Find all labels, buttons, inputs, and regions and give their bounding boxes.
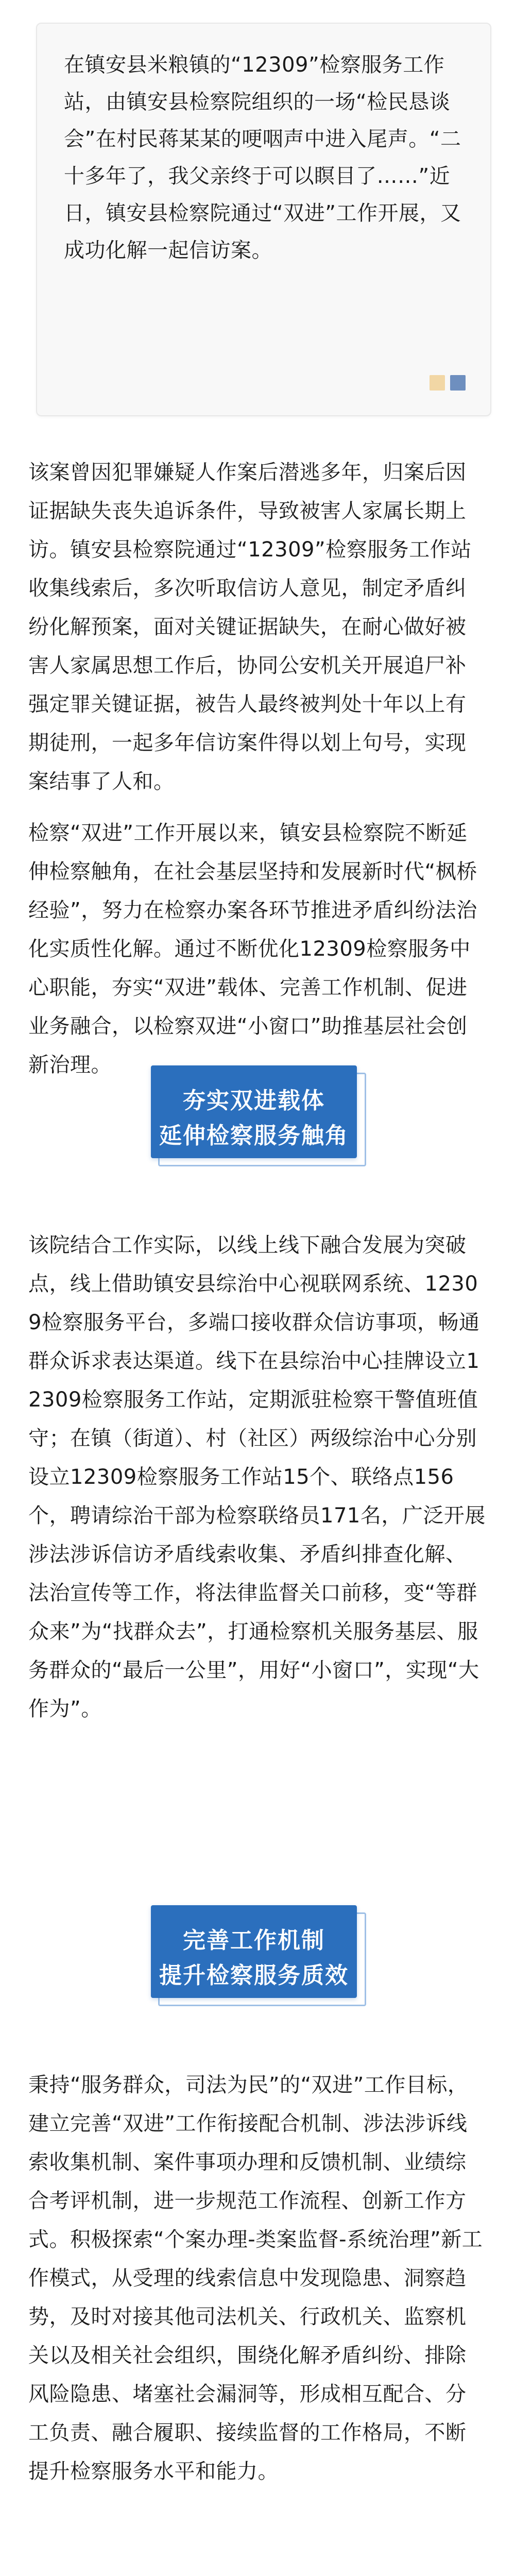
blue-square-icon <box>450 375 466 391</box>
paragraph-case: 该案曾因犯罪嫌疑人作案后潜逃多年，归案后因证据缺失丧失追诉条件，导致被害人家属长期上访。镇安县检察院通过“12309”检察服务工作站收集线索后，多次听取信访人意见，制定矛盾纠纷化解预案，面对关键证据缺失，在耐心做好被害人家属思想工作后，协同公安机关开展追尸补强定罪关键证据，被告人最终被判处十年以上有期徒刑，一起多年信访案件得以划上句号，实现案结事了人和。 <box>28 461 472 793</box>
section-box <box>151 1065 357 1158</box>
paragraph-overview: 检察“双进”工作开展以来，镇安县检察院不断延伸检察触角，在社会基层坚持和发展新时代“枫桥经验”，努力在检察办案各环节推进矛盾纠纷法治化实质性化解。通过不断优化12309检察服务中心职能，夯实“双进”载体、完善工作机制、促进业务融合，以检察双进“小窗口”助推基层社会创新治理。 <box>28 821 477 1077</box>
section-header-1 <box>147 1061 368 1167</box>
section-title-line2: 延伸检察服务触角 <box>159 1123 349 1149</box>
section-title-line1: 夯实双进载体 <box>183 1088 325 1114</box>
section-title-line1: 完善工作机制 <box>183 1927 325 1954</box>
section-box <box>151 1905 357 1998</box>
section-header-2 <box>147 1901 368 2007</box>
yellow-square-icon <box>430 375 445 391</box>
paragraph-section1: 该院结合工作实际，以线上线下融合发展为突破点，线上借助镇安县综治中心视联网系统、12309检察服务平台，多端口接收群众信访事项，畅通群众诉求表达渠道。线下在县综治中心挂牌设立12309检察服务工作站，定期派驻检察干警值班值守；在镇（街道）、村（社区）两级综治中心分别设立12309检察服务工作站15个、联络点156个，聘请综治干部为检察联络员171名，广泛开展涉法涉诉信访矛盾线索收集、矛盾纠排查化解、法治宣传等工作，将法律监督关口前移，变“等群众来”为“找群众去”，打通检察机关服务基层、服务群众的“最后一公里”，用好“小窗口”，实现“大作为”。 <box>28 1233 486 1721</box>
paragraph-section2: 秉持“服务群众，司法为民”的“双进”工作目标，建立完善“双进”工作衔接配合机制、涉法涉诉线索收集机制、案件事项办理和反馈机制、业绩综合考评机制，进一步规范工作流程、创新工作方式。积极探索“个案办理-类案监督-系统治理”新工作模式，从受理的线索信息中发现隐患、洞察趋势，及时对接其他司法机关、行政机关、监察机关以及相关社会组织，围绕化解矛盾纠纷、排除风险隐患、堵塞社会漏洞等，形成相互配合、分工负责、融合履职、接续监督的工作格局，不断提升检察服务水平和能力。 <box>28 2073 483 2483</box>
section-title-line2: 提升检察服务质效 <box>159 1962 349 1989</box>
decorative-dots <box>430 375 466 391</box>
intro-text: 在镇安县米粮镇的“12309”检察服务工作站，由镇安县检察院组织的一场“检民恳谈会”在村民蒋某某的哽咽声中进入尾声。“二十多年了，我父亲终于可以瞑目了……”近日，镇安县检察院通过“双进”工作开展，又成功化解一起信访案。 <box>64 53 461 262</box>
intro-card <box>36 23 491 416</box>
